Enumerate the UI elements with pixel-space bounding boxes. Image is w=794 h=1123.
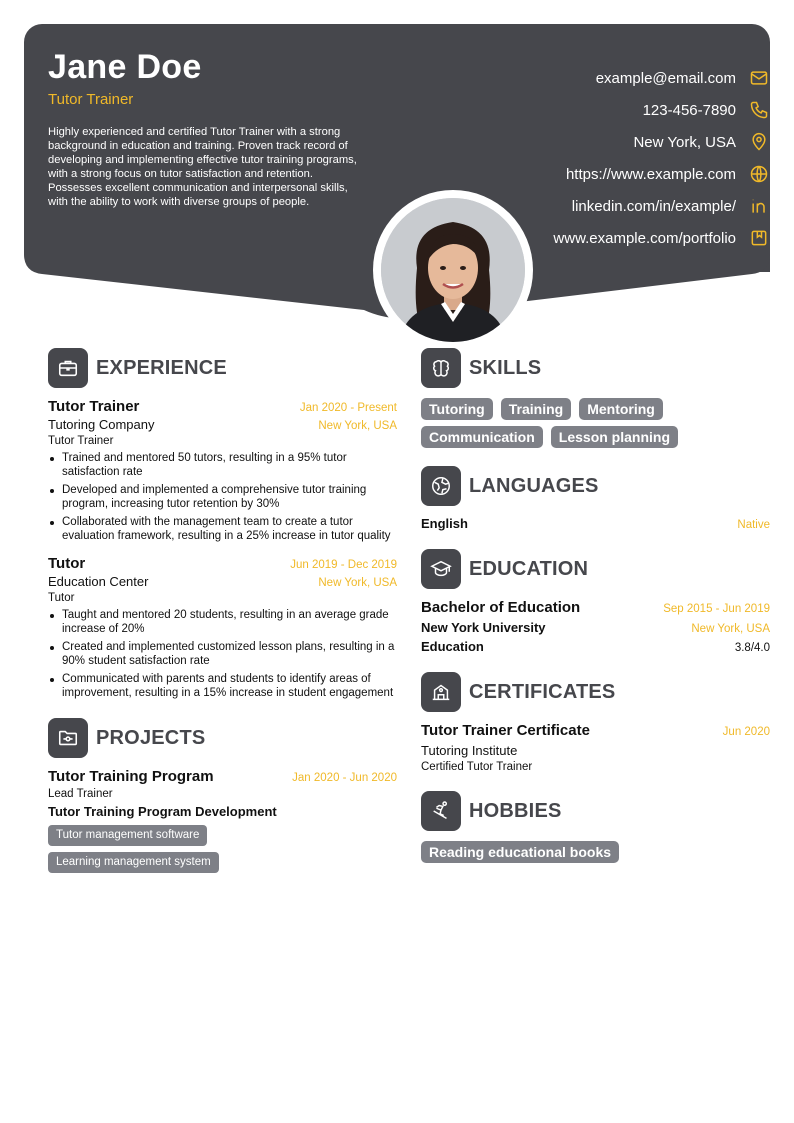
projects-header <box>48 718 397 758</box>
project-dates: Jan 2020 - Jun 2020 <box>292 772 397 784</box>
job-bullet: Trained and mentored 50 tutors, resulting in a 95% tutor satisfaction rate <box>48 451 397 479</box>
bookmark-icon <box>748 227 770 249</box>
contact-linkedin-text[interactable]: linkedin.com/in/example/ <box>571 197 736 215</box>
job-bullets <box>48 608 397 700</box>
certificates-section <box>421 672 770 773</box>
skill-tag: Lesson planning <box>551 426 678 448</box>
skill-tag: Mentoring <box>579 398 663 420</box>
contact-location-text: New York, USA <box>633 133 736 151</box>
skiing-icon <box>421 791 461 831</box>
education-dates: Sep 2015 - Jun 2019 <box>663 603 770 615</box>
hobby-tag: Reading educational books <box>421 841 619 863</box>
job-bullet: Communicated with parents and students to identify areas of improvement, resulting in a 15% increase in student engagement <box>48 672 397 700</box>
globe-icon <box>748 163 770 185</box>
skills-header <box>421 348 770 388</box>
project-tag: Learning management system <box>48 852 219 873</box>
graduation-cap-icon <box>421 549 461 589</box>
brain-icon <box>421 348 461 388</box>
skill-tag: Tutoring <box>421 398 493 420</box>
skills-section <box>421 348 770 448</box>
gpa: 3.8/4.0 <box>734 642 770 654</box>
skills-tags <box>421 398 770 448</box>
phone-icon <box>748 99 770 121</box>
certificates-header <box>421 672 770 712</box>
education-title: EDUCATION <box>469 557 589 580</box>
experience-entry <box>48 398 397 543</box>
job-bullets <box>48 451 397 543</box>
project-tag: Tutor management software <box>48 825 207 846</box>
contact-location <box>470 126 770 158</box>
job-bullet: Created and implemented customized lesson plans, resulting in a 90% student satisfaction rate <box>48 640 397 668</box>
contact-phone[interactable] <box>470 94 770 126</box>
briefcase-icon <box>48 348 88 388</box>
projects-section <box>48 718 397 873</box>
education-location: New York, USA <box>691 623 770 635</box>
certificate-name: Tutor Trainer Certificate <box>421 722 590 739</box>
contact-phone-text[interactable]: 123-456-7890 <box>642 101 736 119</box>
language-entry <box>421 516 770 531</box>
languages-section <box>421 466 770 531</box>
job-company: Tutoring Company <box>48 417 155 432</box>
contact-website[interactable] <box>470 158 770 190</box>
project-role: Lead Trainer <box>48 788 113 800</box>
skill-tag: Communication <box>421 426 543 448</box>
location-pin-icon <box>748 131 770 153</box>
projects-title: PROJECTS <box>96 726 206 749</box>
skill-tag: Training <box>501 398 571 420</box>
project-tags <box>48 819 397 846</box>
candidate-role: Tutor Trainer <box>48 91 134 108</box>
certificate-issuer: Tutoring Institute <box>421 743 518 758</box>
contact-email[interactable] <box>470 62 770 94</box>
education-entry <box>421 599 770 654</box>
right-column <box>421 348 770 881</box>
contact-linkedin[interactable] <box>470 190 770 222</box>
languages-header <box>421 466 770 506</box>
experience-section <box>48 348 397 700</box>
certificate-entry <box>421 722 770 773</box>
hobbies-title: HOBBIES <box>469 799 562 822</box>
language-level: Native <box>737 519 770 531</box>
field-of-study: Education <box>421 639 484 654</box>
school-building-icon <box>421 672 461 712</box>
language-name: English <box>421 516 468 531</box>
education-section <box>421 549 770 654</box>
folder-icon <box>48 718 88 758</box>
certificate-date: Jun 2020 <box>722 726 770 738</box>
contact-website-text[interactable]: https://www.example.com <box>565 165 736 183</box>
job-position: Tutor Trainer <box>48 435 114 447</box>
experience-entry <box>48 555 397 700</box>
certificates-title: CERTIFICATES <box>469 680 616 703</box>
job-dates: Jun 2019 - Dec 2019 <box>290 559 397 571</box>
degree: Bachelor of Education <box>421 599 581 616</box>
skills-title: SKILLS <box>469 356 542 379</box>
experience-header <box>48 348 397 388</box>
contact-email-text[interactable]: example@email.com <box>595 69 736 87</box>
experience-title: EXPERIENCE <box>96 356 227 379</box>
job-company: Education Center <box>48 574 149 589</box>
left-column <box>48 348 397 891</box>
job-bullet: Taught and mentored 20 students, resulting in an average grade increase of 20% <box>48 608 397 636</box>
project-entry <box>48 768 397 873</box>
linkedin-icon <box>748 195 770 217</box>
job-position: Tutor <box>48 592 75 604</box>
job-location: New York, USA <box>318 577 397 589</box>
email-icon <box>748 67 770 89</box>
project-description: Tutor Training Program Development <box>48 804 277 819</box>
profile-summary: Highly experienced and certified Tutor Trainer with a strong background in education and training. Proven track record of developing and implementing effective tutor training programs, with a strong focus on tutor satisfaction and retention. Possesses excellent communication and interpersonal skills, with the ability to work with diverse groups of people. <box>48 126 357 208</box>
school: New York University <box>421 620 546 635</box>
job-bullet: Developed and implemented a comprehensive tutor training program, increasing tutor retention by 30% <box>48 483 397 511</box>
profile-photo <box>381 198 525 342</box>
project-title: Tutor Training Program <box>48 768 214 785</box>
job-dates: Jan 2020 - Present <box>299 402 397 414</box>
candidate-name: Jane Doe <box>48 48 202 86</box>
languages-title: LANGUAGES <box>469 474 599 497</box>
job-location: New York, USA <box>318 420 397 432</box>
hobbies-section <box>421 791 770 863</box>
hobbies-tags <box>421 841 770 863</box>
job-title: Tutor <box>48 555 86 572</box>
education-header <box>421 549 770 589</box>
job-bullet: Collaborated with the management team to create a tutor evaluation framework, resulting in a 25% increase in tutor quality <box>48 515 397 543</box>
contact-portfolio-text[interactable]: www.example.com/portfolio <box>553 229 736 247</box>
job-title: Tutor Trainer <box>48 398 140 415</box>
certificate-description: Certified Tutor Trainer <box>421 761 533 773</box>
language-globe-icon <box>421 466 461 506</box>
hobbies-header <box>421 791 770 831</box>
